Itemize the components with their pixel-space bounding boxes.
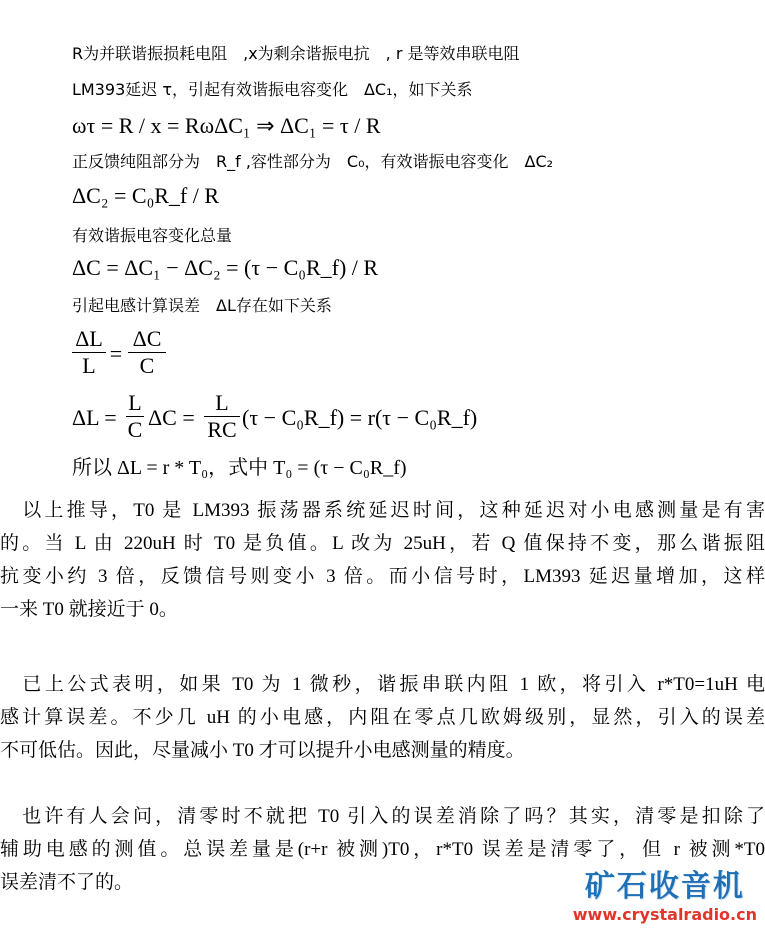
fraction-numerator: ΔL [75, 326, 103, 351]
formula-line-6: 有效谐振电容变化总量 [72, 226, 233, 245]
fraction-numerator: L [215, 390, 229, 415]
fraction-dl-over-l [72, 326, 106, 379]
equals-sign: = [109, 341, 123, 366]
formula-line-10-a: ΔL = [72, 405, 117, 430]
formula-line-7: ΔC = ΔC₁ − ΔC₂ = (τ − C₀R_f) / R [72, 255, 379, 280]
paragraph-line: 不可低估。因此，尽量减小 T0 才可以提升小电感测量的精度。 [0, 740, 525, 761]
paragraph-1 [0, 494, 765, 626]
paragraph-line: 误差清不了的。 [0, 872, 134, 893]
paragraph-line: 一来 T0 就接近于 0。 [0, 599, 178, 620]
fraction-denominator: C [127, 417, 143, 442]
formula-line-1: R为并联谐振损耗电阻 ,x为剩余谐振电抗 , r 是等效串联电阻 [72, 44, 520, 63]
fraction-numerator: ΔC [132, 326, 162, 351]
formula-line-2: LM393延迟 τ，引起有效谐振电容变化 ΔC₁，如下关系 [72, 80, 473, 99]
paragraph-line: 的。当 L 由 220uH 时 T0 是负值。L 改为 25uH，若 Q 值保持不变，那么谐振阻 [0, 533, 765, 554]
formula-line-10-g: (τ − C₀R_f) = r(τ − C₀R_f) [242, 405, 478, 430]
watermark-logo [573, 861, 757, 924]
fraction-numerator: L [128, 390, 142, 415]
paragraph-line: 也许有人会问，清零时不就把 T0 引入的误差消除了吗？其实，清零是扣除了 [0, 806, 765, 827]
watermark-title: 矿石收音机 [584, 869, 745, 904]
paragraph-line: 抗变小约 3 倍，反馈信号则变小 3 倍。而小信号时，LM393 延迟量增加，这样 [0, 566, 765, 587]
paragraph-line: 已上公式表明，如果 T0 为 1 微秒，谐振串联内阻 1 欧，将引入 r*T0=1uH 电 [0, 674, 765, 695]
fraction-dc-over-c [128, 326, 166, 379]
fraction-denominator: C [128, 352, 166, 379]
paragraph-line: 以上推导，T0 是 LM393 振荡器系统延迟时间，这种延迟对小电感测量是有害 [0, 500, 765, 521]
fraction-l-over-rc [204, 390, 240, 443]
formula-line-3: ωτ = R / x = RωΔC₁ ⇒ ΔC₁ = τ / R [72, 113, 381, 138]
fraction-denominator: RC [204, 416, 240, 443]
watermark-url: www.crystalradio.cn [572, 905, 757, 924]
formula-line-5: ΔC₂ = C₀R_f / R [72, 183, 220, 208]
paragraph-line: 感计算误差。不少几 uH 的小电感，内阻在零点几欧姆级别，显然，引入的误差 [0, 707, 765, 728]
formula-line-10-d: ΔC = [148, 405, 195, 430]
fraction-l-over-c [126, 390, 144, 443]
formula-line-4: 正反馈纯阻部分为 R_f ,容性部分为 C₀，有效谐振电容变化 ΔC₂ [72, 152, 554, 171]
formula-line-8: 引起电感计算误差 ΔL存在如下关系 [72, 296, 332, 315]
paragraph-line: 辅助电感的测值。总误差量是(r+r 被测)T0，r*T0 误差是清零了，但 r 被测*T0 [0, 839, 765, 860]
paragraph-2 [0, 668, 765, 767]
fraction-denominator: L [72, 352, 106, 379]
formula-line-11: 所以 ΔL = r * T₀，式中 T₀ = (τ − C₀R_f) [72, 457, 407, 479]
